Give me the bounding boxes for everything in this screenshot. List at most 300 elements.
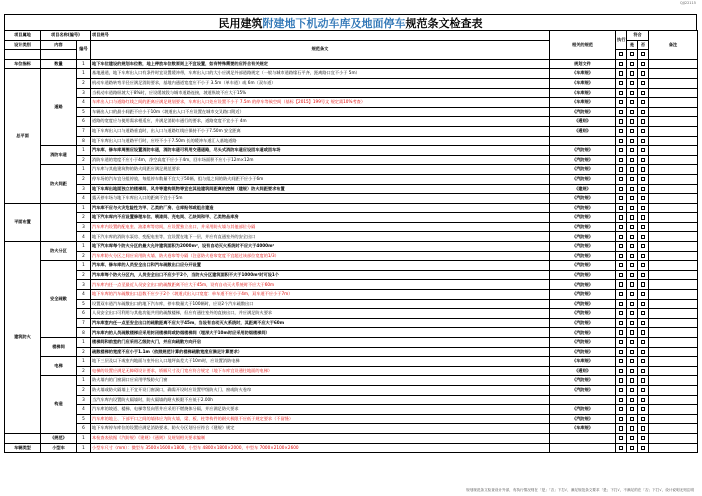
- execute-checkbox[interactable]: [619, 369, 623, 373]
- header-content: 内容: [41, 40, 77, 50]
- remarks-cell[interactable]: [649, 88, 698, 98]
- standard-text: 地下车库出地面独立的楼梯间、风井等建构筑物等宜在其他建筑间距离的控制（建规）防火间距要求布置: [91, 184, 550, 194]
- execute-checkbox[interactable]: [619, 350, 623, 354]
- related-standard: 《汽防规》: [550, 165, 616, 175]
- checklist-row: [5, 107, 698, 117]
- no-checkbox[interactable]: [641, 110, 645, 114]
- yes-checkbox[interactable]: [630, 187, 634, 191]
- subcategory-cell: 电梯: [41, 357, 77, 376]
- header-no: 否: [638, 40, 649, 50]
- related-standard: 《车库规》: [550, 98, 616, 108]
- yes-checkbox[interactable]: [630, 100, 634, 104]
- item-number: 2: [77, 270, 91, 280]
- related-standard: 《通则》: [550, 117, 616, 127]
- yes-checkbox[interactable]: [630, 119, 634, 123]
- no-checkbox[interactable]: [641, 139, 645, 143]
- subcategory-cell: 消防车道: [41, 146, 77, 165]
- execute-checkbox[interactable]: [619, 263, 623, 267]
- yes-checkbox[interactable]: [630, 196, 634, 200]
- yes-checkbox[interactable]: [630, 369, 634, 373]
- item-number: 3: [77, 222, 91, 232]
- remarks-cell[interactable]: [649, 251, 698, 261]
- no-checkbox[interactable]: [641, 206, 645, 210]
- execute-checkbox[interactable]: [619, 292, 623, 296]
- item-number: 1: [77, 433, 91, 443]
- related-standard: 《汽防规》: [550, 338, 616, 348]
- related-standard: 《汽防规》: [550, 299, 616, 309]
- execute-checkbox[interactable]: [619, 119, 623, 123]
- title-prefix: 民用建筑: [218, 17, 263, 30]
- related-standard: 《汽防规》: [550, 242, 616, 252]
- related-standard: 规划文件: [550, 59, 616, 69]
- execute-checkbox[interactable]: [619, 407, 623, 411]
- checklist-row: [5, 78, 698, 88]
- remarks-cell[interactable]: [649, 232, 698, 242]
- remarks-cell[interactable]: [649, 261, 698, 271]
- standard-text: 消防车道的宽度不应小于4m，净空高度不应小于4m，回车场面积不应小于12m×12m: [91, 155, 550, 165]
- related-standard: 《汽防规》: [550, 107, 616, 117]
- yes-checkbox[interactable]: [630, 215, 634, 219]
- yes-checkbox[interactable]: [630, 225, 634, 229]
- footnote: 规划规范条文检查设计外部，有执行情况则在「是」「否」下打√，满足规范条文要求「是」下打√，不满足的在「否」下打√，设计说明无则注明: [466, 488, 694, 492]
- yes-checkbox[interactable]: [630, 302, 634, 306]
- yes-checkbox[interactable]: [630, 378, 634, 382]
- remarks-cell[interactable]: [649, 433, 698, 443]
- yes-checkbox[interactable]: [630, 398, 634, 402]
- no-checkbox[interactable]: [641, 378, 645, 382]
- related-standard: 《汽防规》: [550, 194, 616, 204]
- subcategory-cell: 防火分区: [41, 242, 77, 261]
- checklist-row: [5, 309, 698, 319]
- standard-text: 停车场的汽车宜分组停放，每组停车数量不宜大于50辆，组与组之间的防火间距不应小于6m: [91, 174, 550, 184]
- no-checkbox[interactable]: [641, 388, 645, 392]
- subcategory-cell: 防火间距: [41, 165, 77, 203]
- no-checkbox[interactable]: [641, 282, 645, 286]
- yes-checkbox[interactable]: [630, 254, 634, 258]
- standard-text: 地下车库出入口与道路平行时，应经不小于7.50m 长的缓冲车道汇入基地道路: [91, 136, 550, 146]
- standard-text: 楼梯间和前室的门应采用乙级防火门，并应向疏散方向开启: [91, 338, 550, 348]
- yes-checkbox[interactable]: [630, 426, 634, 430]
- remarks-cell[interactable]: [649, 203, 698, 213]
- execute-checkbox[interactable]: [619, 417, 623, 421]
- execute-checkbox[interactable]: [619, 311, 623, 315]
- execute-checkbox[interactable]: [619, 244, 623, 248]
- page-code: QJJ22115: [680, 1, 696, 5]
- item-number: 2: [77, 78, 91, 88]
- header-conform: 符合: [627, 31, 649, 41]
- yes-checkbox[interactable]: [630, 330, 634, 334]
- item-number: 7: [77, 318, 91, 328]
- subcategory-cell: 构造: [41, 376, 77, 434]
- execute-checkbox[interactable]: [619, 129, 623, 133]
- execute-checkbox[interactable]: [619, 187, 623, 191]
- category-cell: 车辆类型: [5, 443, 41, 453]
- execute-checkbox[interactable]: [619, 235, 623, 239]
- checklist-row: [5, 174, 698, 184]
- remarks-cell[interactable]: [649, 107, 698, 117]
- checklist-row: [5, 385, 698, 395]
- remarks-cell[interactable]: [649, 78, 698, 88]
- remarks-cell[interactable]: [649, 174, 698, 184]
- execute-checkbox[interactable]: [619, 62, 623, 66]
- standard-text: 防火墙内的门窗洞口应采用甲级防火门窗: [91, 376, 550, 386]
- header-yes-checkbox[interactable]: [630, 52, 634, 56]
- standard-text: 汽车库室内任一点至安全出口的疏散距离不应大于45m，当设有自动灭火系统时，其距离不应大于60m: [91, 318, 550, 328]
- no-checkbox[interactable]: [641, 167, 645, 171]
- yes-checkbox[interactable]: [630, 292, 634, 296]
- yes-checkbox[interactable]: [630, 417, 634, 421]
- no-checkbox[interactable]: [641, 311, 645, 315]
- yes-checkbox[interactable]: [630, 148, 634, 152]
- remarks-cell[interactable]: [649, 242, 698, 252]
- remarks-cell[interactable]: [649, 222, 698, 232]
- item-number: 1: [77, 59, 91, 69]
- item-number: 6: [77, 117, 91, 127]
- standard-text: 汽车库不应与火灾危险性为甲、乙类的厂房、仓库贴邻或组合建造: [91, 203, 550, 213]
- related-standard: 《汽防规》: [550, 414, 616, 424]
- item-number: 1: [77, 443, 91, 453]
- execute-checkbox[interactable]: [619, 398, 623, 402]
- item-number: 3: [77, 88, 91, 98]
- yes-checkbox[interactable]: [630, 206, 634, 210]
- item-number: 4: [77, 290, 91, 300]
- related-standard: 《汽防规》: [550, 203, 616, 213]
- related-standard: 《车库规》: [550, 88, 616, 98]
- standard-text: 汽车库内的人员疏散楼梯应采用封闭楼梯间或防烟楼梯间（埋深大于10m时应采用防烟楼梯间）: [91, 328, 550, 338]
- remarks-cell[interactable]: [649, 290, 698, 300]
- yes-checkbox[interactable]: [630, 81, 634, 85]
- checklist-row: [5, 357, 698, 367]
- remarks-cell[interactable]: [649, 126, 698, 136]
- standard-text: 电梯的设置应满足无障碍设计要求，轿厢尺寸及门宽应符合规定（地下车库宜设通往地面的电梯）: [91, 366, 550, 376]
- no-checkbox[interactable]: [641, 100, 645, 104]
- title-suffix: 规范条文检查表: [405, 17, 483, 30]
- execute-checkbox[interactable]: [619, 378, 623, 382]
- header-standard: 规范条文: [91, 40, 550, 59]
- remarks-cell[interactable]: [649, 376, 698, 386]
- no-checkbox[interactable]: [641, 254, 645, 258]
- checklist-row: [5, 59, 698, 69]
- execute-checkbox[interactable]: [619, 302, 623, 306]
- execute-checkbox[interactable]: [619, 340, 623, 344]
- no-checkbox[interactable]: [641, 350, 645, 354]
- yes-checkbox[interactable]: [630, 129, 634, 133]
- header-related: 相关的规范: [550, 31, 616, 60]
- execute-checkbox[interactable]: [619, 446, 623, 450]
- execute-checkbox[interactable]: [619, 436, 623, 440]
- checklist-row: [5, 347, 698, 357]
- yes-checkbox[interactable]: [630, 340, 634, 344]
- title-highlight: 附建地下机动车库及地面停车: [262, 17, 406, 30]
- yes-checkbox[interactable]: [630, 407, 634, 411]
- yes-checkbox[interactable]: [630, 244, 634, 248]
- yes-checkbox[interactable]: [630, 273, 634, 277]
- related-standard: 《汽防规》: [550, 261, 616, 271]
- remarks-cell[interactable]: [649, 357, 698, 367]
- header-design-category: 设计类别: [5, 40, 41, 50]
- item-number: 2: [77, 155, 91, 165]
- yes-checkbox[interactable]: [630, 446, 634, 450]
- related-standard: 《汽防规》: [550, 155, 616, 165]
- standard-text: 设置双车道汽车疏散出口的地下汽车库，停车数量大于100辆时，应设2个汽车疏散出口: [91, 299, 550, 309]
- standard-text: 疏散楼梯的宽度不应小于1.1m（依照规范计算的楼梯疏散宽度应满足计算要求）: [91, 347, 550, 357]
- execute-checkbox[interactable]: [619, 282, 623, 286]
- standard-text: 小型车尺寸（mm）：微型车 3500×1600×1800，小型车 4800×1800×2000，中型车 7000×2100×2600: [91, 443, 550, 453]
- header-project-name: 项目名称(编号): [41, 31, 91, 41]
- checklist-row: [5, 395, 698, 405]
- execute-checkbox[interactable]: [619, 139, 623, 143]
- standard-text: 汽车库、修车库的人员安全出口和汽车疏散出口应分开设置: [91, 261, 550, 271]
- checklist-row: [5, 414, 698, 424]
- yes-checkbox[interactable]: [630, 91, 634, 95]
- item-number: 1: [77, 376, 91, 386]
- execute-checkbox[interactable]: [619, 225, 623, 229]
- standard-text: 露天停车场与地下车库出入口的距离不宜小于5m: [91, 194, 550, 204]
- remarks-cell[interactable]: [649, 318, 698, 328]
- no-checkbox[interactable]: [641, 129, 645, 133]
- no-checkbox[interactable]: [641, 340, 645, 344]
- item-number: 5: [77, 299, 91, 309]
- no-checkbox[interactable]: [641, 398, 645, 402]
- item-number: 2: [77, 385, 91, 395]
- yes-checkbox[interactable]: [630, 282, 634, 286]
- no-checkbox[interactable]: [641, 369, 645, 373]
- related-standard: [550, 443, 616, 453]
- standard-text: 当机动车道路纵坡大于8%时，应设缓坡段与城市道路连接，坡道纵坡不应大于15%: [91, 88, 550, 98]
- yes-checkbox[interactable]: [630, 359, 634, 363]
- yes-checkbox[interactable]: [630, 263, 634, 267]
- no-checkbox[interactable]: [641, 436, 645, 440]
- remarks-cell[interactable]: [649, 328, 698, 338]
- checklist-row: [5, 203, 698, 213]
- checklist-row: [5, 194, 698, 204]
- standard-text: 地下车位建设的规划车位数，地上停放车位数原则上不宜设置，如有特殊需要的应符合有关规定: [91, 59, 550, 69]
- checklist-row: [5, 146, 698, 156]
- no-checkbox[interactable]: [641, 225, 645, 229]
- execute-checkbox[interactable]: [619, 215, 623, 219]
- checklist-row: [5, 213, 698, 223]
- item-number: 7: [77, 126, 91, 136]
- execute-checkbox[interactable]: [619, 330, 623, 334]
- checklist-row: [5, 222, 698, 232]
- no-checkbox[interactable]: [641, 417, 645, 421]
- related-standard: 《汽防规》: [550, 232, 616, 242]
- item-number: 2: [77, 251, 91, 261]
- remarks-cell[interactable]: [649, 443, 698, 453]
- execute-checkbox[interactable]: [619, 206, 623, 210]
- execute-checkbox[interactable]: [619, 273, 623, 277]
- no-checkbox[interactable]: [641, 302, 645, 306]
- standard-text: 地下汽车库内不应设置修理车位、喷漆间、充电间、乙炔间和甲、乙类物品库房: [91, 213, 550, 223]
- execute-checkbox[interactable]: [619, 321, 623, 325]
- execute-checkbox[interactable]: [619, 196, 623, 200]
- execute-checkbox[interactable]: [619, 100, 623, 104]
- checklist-row: [5, 290, 698, 300]
- remarks-cell[interactable]: [649, 405, 698, 415]
- related-standard: 《汽防规》: [550, 174, 616, 184]
- no-checkbox[interactable]: [641, 62, 645, 66]
- remarks-cell[interactable]: [649, 165, 698, 175]
- checklist-row: [5, 270, 698, 280]
- execute-checkbox[interactable]: [619, 177, 623, 181]
- no-checkbox[interactable]: [641, 359, 645, 363]
- header-execute-checkbox[interactable]: [619, 52, 623, 56]
- item-number: 3: [77, 280, 91, 290]
- remarks-cell[interactable]: [649, 309, 698, 319]
- remarks-cell[interactable]: [649, 424, 698, 434]
- yes-checkbox[interactable]: [630, 321, 634, 325]
- execute-checkbox[interactable]: [619, 148, 623, 152]
- subcategory-cell: [41, 203, 77, 241]
- no-checkbox[interactable]: [641, 426, 645, 430]
- yes-checkbox[interactable]: [630, 177, 634, 181]
- item-number: 1: [77, 69, 91, 79]
- checklist-row: [5, 376, 698, 386]
- remarks-cell[interactable]: [649, 194, 698, 204]
- remarks-cell[interactable]: [649, 280, 698, 290]
- remarks-cell[interactable]: [649, 184, 698, 194]
- remarks-cell[interactable]: [649, 98, 698, 108]
- standard-text: 当汽车库内设置防火隔墙时，防火隔墙的耐火极限不应低于2.00h: [91, 395, 550, 405]
- header-project-number: 项目规号: [91, 31, 550, 41]
- category-cell: 总平面: [5, 69, 41, 203]
- remarks-cell[interactable]: [649, 213, 698, 223]
- subcategory-cell: 道路: [41, 69, 77, 146]
- yes-checkbox[interactable]: [630, 158, 634, 162]
- no-checkbox[interactable]: [641, 177, 645, 181]
- remarks-cell[interactable]: [649, 136, 698, 146]
- no-checkbox[interactable]: [641, 196, 645, 200]
- related-standard: 《建规》: [550, 184, 616, 194]
- standard-text: 机动车道路转弯半径应满足消防要求，基地内通道宽度应不小于 3.5m（单车道）或 6m（双车道）: [91, 78, 550, 88]
- execute-checkbox[interactable]: [619, 359, 623, 363]
- remarks-cell[interactable]: [649, 146, 698, 156]
- yes-checkbox[interactable]: [630, 167, 634, 171]
- related-standard: 《汽防规》: [550, 280, 616, 290]
- remarks-cell[interactable]: [649, 338, 698, 348]
- yes-checkbox[interactable]: [630, 311, 634, 315]
- execute-checkbox[interactable]: [619, 91, 623, 95]
- header-no-checkbox[interactable]: [641, 52, 645, 56]
- yes-checkbox[interactable]: [630, 139, 634, 143]
- no-checkbox[interactable]: [641, 330, 645, 334]
- remarks-cell[interactable]: [649, 69, 698, 79]
- execute-checkbox[interactable]: [619, 426, 623, 430]
- related-standard: 《汽防规》: [550, 251, 616, 261]
- item-number: 8: [77, 136, 91, 146]
- related-standard: 《车库规》: [550, 424, 616, 434]
- remarks-cell[interactable]: [649, 395, 698, 405]
- no-checkbox[interactable]: [641, 119, 645, 123]
- no-checkbox[interactable]: [641, 244, 645, 248]
- execute-checkbox[interactable]: [619, 81, 623, 85]
- standard-text: 本检查表依据《汽防规》《建规》《通则》及规划相关要求编制: [91, 433, 550, 443]
- standard-text: 人员安全出口可利用与其他功能共用的疏散楼梯，但应有通往室外的直接出口，并应满足防火要求: [91, 309, 550, 319]
- item-number: 4: [77, 98, 91, 108]
- checklist-row: [5, 280, 698, 290]
- checklist-row: [5, 424, 698, 434]
- standard-text: 道路的宽度应与使用需求相适应，并满足消防车通行的要求，道路宽度不宜小于 4m: [91, 117, 550, 127]
- remarks-cell[interactable]: [649, 59, 698, 69]
- yes-checkbox[interactable]: [630, 71, 634, 75]
- yes-checkbox[interactable]: [630, 388, 634, 392]
- remarks-cell[interactable]: [649, 366, 698, 376]
- execute-checkbox[interactable]: [619, 158, 623, 162]
- standard-text: 地下汽车库的消防水泵房、变配电室等，宜设置在地下一层，并应有直通室外的安全出口: [91, 232, 550, 242]
- checklist-row: [5, 184, 698, 194]
- item-number: 6: [77, 309, 91, 319]
- yes-checkbox[interactable]: [630, 350, 634, 354]
- related-standard: 《车库规》: [550, 78, 616, 88]
- no-checkbox[interactable]: [641, 446, 645, 450]
- execute-checkbox[interactable]: [619, 71, 623, 75]
- related-standard: 《通则》: [550, 366, 616, 376]
- remarks-cell[interactable]: [649, 117, 698, 127]
- no-checkbox[interactable]: [641, 292, 645, 296]
- no-checkbox[interactable]: [641, 235, 645, 239]
- standard-text: 防火墙或防火隔墙上不宜开设门窗洞口，确需开设时应设置甲级防火门、窗或防火卷帘: [91, 385, 550, 395]
- remarks-cell[interactable]: [649, 347, 698, 357]
- related-standard: [550, 395, 616, 405]
- yes-checkbox[interactable]: [630, 110, 634, 114]
- no-checkbox[interactable]: [641, 81, 645, 85]
- yes-checkbox[interactable]: [630, 62, 634, 66]
- no-checkbox[interactable]: [641, 91, 645, 95]
- related-standard: [550, 433, 616, 443]
- remarks-cell[interactable]: [649, 270, 698, 280]
- related-standard: [550, 136, 616, 146]
- yes-checkbox[interactable]: [630, 436, 634, 440]
- execute-checkbox[interactable]: [619, 167, 623, 171]
- item-number: 2: [77, 366, 91, 376]
- no-checkbox[interactable]: [641, 148, 645, 152]
- header-execute: 执行: [616, 31, 627, 50]
- item-number: 1: [77, 165, 91, 175]
- checklist-row: [5, 443, 698, 453]
- item-number: 6: [77, 424, 91, 434]
- execute-checkbox[interactable]: [619, 110, 623, 114]
- checklist-row: [5, 251, 698, 261]
- no-checkbox[interactable]: [641, 215, 645, 219]
- standard-text: 汽车库的坡道、楼梯、电梯等竖向管井应采用不燃烧体分隔，并应满足防火要求: [91, 405, 550, 415]
- item-number: 1: [77, 203, 91, 213]
- yes-checkbox[interactable]: [630, 235, 634, 239]
- header-project-area: 项目属地: [5, 31, 41, 41]
- related-standard: 《汽防规》: [550, 405, 616, 415]
- no-checkbox[interactable]: [641, 407, 645, 411]
- remarks-cell[interactable]: [649, 414, 698, 424]
- checklist-table: [4, 30, 698, 453]
- checklist-row: [5, 366, 698, 376]
- execute-checkbox[interactable]: [619, 254, 623, 258]
- item-number: 2: [77, 347, 91, 357]
- related-standard: 《车库规》: [550, 357, 616, 367]
- execute-checkbox[interactable]: [619, 388, 623, 392]
- checklist-row: [5, 126, 698, 136]
- no-checkbox[interactable]: [641, 273, 645, 277]
- no-checkbox[interactable]: [641, 187, 645, 191]
- no-checkbox[interactable]: [641, 321, 645, 325]
- item-number: 8: [77, 328, 91, 338]
- remarks-cell[interactable]: [649, 385, 698, 395]
- no-checkbox[interactable]: [641, 263, 645, 267]
- no-checkbox[interactable]: [641, 71, 645, 75]
- remarks-cell[interactable]: [649, 155, 698, 165]
- remarks-cell[interactable]: [649, 299, 698, 309]
- no-checkbox[interactable]: [641, 158, 645, 162]
- header-row-project: [5, 31, 698, 41]
- category-cell: [5, 433, 41, 443]
